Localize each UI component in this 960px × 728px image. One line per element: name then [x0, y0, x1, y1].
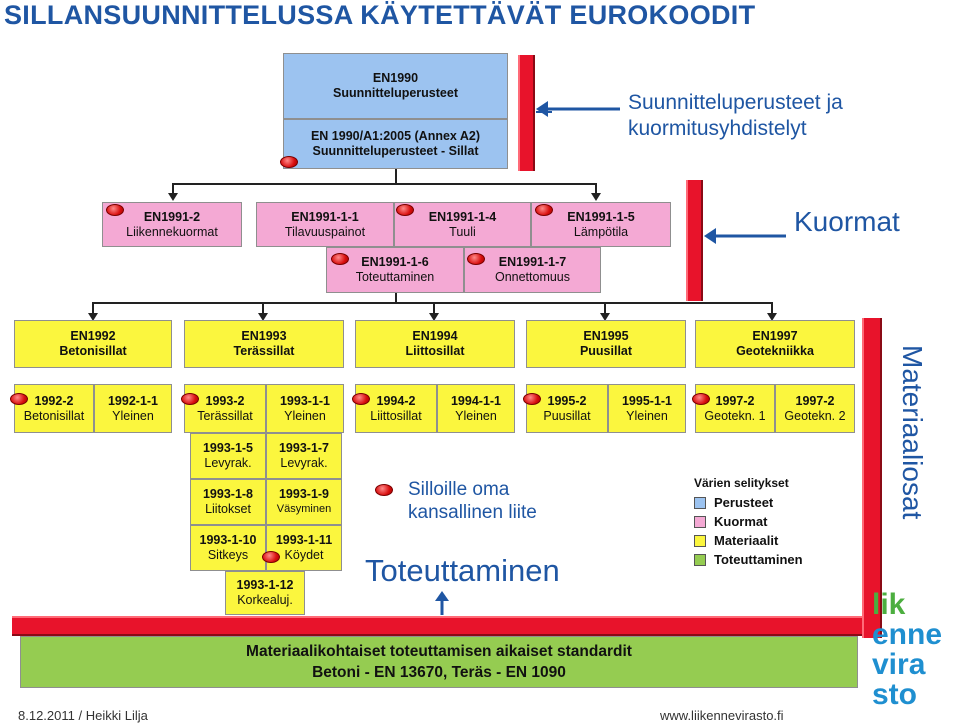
- basis-label-line1: Suunnitteluperusteet ja: [628, 91, 843, 114]
- box-name: Betonisillat: [59, 344, 127, 358]
- box-name: Levyrak.: [280, 456, 328, 470]
- arrow-down-icon: [591, 193, 601, 201]
- box-en1993: [184, 320, 344, 368]
- box-name: Suunnitteluperusteet: [332, 86, 458, 100]
- box-name: Yleinen: [455, 408, 497, 423]
- box-name: Liikennekuormat: [126, 224, 218, 239]
- box-code: 1993-1-5: [202, 441, 254, 455]
- box-1993-1-12: [225, 571, 305, 615]
- box-name: Yleinen: [284, 408, 326, 423]
- box-code: EN1991-1-5: [567, 209, 635, 224]
- national-annex-dot: [331, 253, 349, 265]
- box-name: Geotekniikka: [736, 344, 814, 358]
- national-annex-dot: [523, 393, 541, 405]
- box-1994-1-1: [437, 384, 515, 433]
- box-1993-1-11: [266, 525, 342, 571]
- box-name: Yleinen: [626, 408, 668, 423]
- box-code: 1997-2: [715, 393, 755, 408]
- connector: [604, 302, 606, 313]
- box-name: Puusillat: [579, 344, 633, 358]
- execution-label: Toteuttaminen: [365, 553, 560, 588]
- materials-label: Materiaaliosat: [897, 345, 928, 520]
- legend-swatch: [694, 497, 706, 509]
- national-annex-dot: [692, 393, 710, 405]
- national-annex-line2: kansallinen liite: [408, 502, 537, 523]
- legend-label: Kuormat: [714, 514, 768, 529]
- legend: [694, 476, 803, 569]
- liikennevirasto-logo: [872, 590, 942, 710]
- box-en1991-1-7: [464, 247, 601, 293]
- box-name: Korkealuj.: [237, 593, 293, 607]
- box-1993-1-7: [266, 433, 342, 479]
- legend-label: Perusteet: [714, 495, 774, 510]
- loads-label: Kuormat: [794, 206, 900, 237]
- box-execution-standards: [20, 636, 858, 688]
- national-annex-dot: [262, 551, 280, 563]
- box-code: EN1993: [241, 329, 287, 343]
- box-en1997: [695, 320, 855, 368]
- execution-bracket-bar: [12, 616, 862, 636]
- box-en1991-1-1: [256, 202, 394, 247]
- legend-label: Materiaalit: [714, 533, 779, 548]
- connector: [433, 302, 435, 313]
- box-name: Yleinen: [112, 408, 154, 423]
- connector: [395, 169, 397, 183]
- box-code: EN1991-1-1: [291, 209, 359, 224]
- box-code: EN1992: [70, 329, 116, 343]
- box-line2: Betoni - EN 13670, Teräs - EN 1090: [312, 664, 566, 681]
- legend-title: Värien selitykset: [694, 476, 789, 490]
- box-code: 1993-1-1: [279, 393, 331, 408]
- box-en1995: [526, 320, 686, 368]
- national-annex-dot: [352, 393, 370, 405]
- box-code: 1992-1-1: [107, 393, 159, 408]
- box-code: 1994-1-1: [450, 393, 502, 408]
- arrow-down-icon: [168, 193, 178, 201]
- arrow-up-icon: [432, 589, 452, 615]
- legend-swatch: [694, 554, 706, 566]
- box-1993-1-9: [266, 479, 342, 525]
- connector: [395, 293, 397, 302]
- national-annex-note: [408, 478, 537, 524]
- connector: [172, 183, 174, 193]
- logo-line2: enne: [872, 618, 943, 651]
- connector: [595, 183, 597, 193]
- box-code: 1995-1-1: [621, 393, 673, 408]
- box-code: 1993-1-9: [278, 487, 330, 501]
- box-code: EN 1990/A1:2005 (Annex A2): [310, 129, 481, 143]
- footer-website: www.liikennevirasto.fi: [660, 708, 784, 723]
- box-name: Terässillat: [197, 408, 253, 423]
- box-code: EN1997: [752, 329, 798, 343]
- box-name: Köydet: [284, 548, 324, 562]
- box-1993-1-1: [266, 384, 344, 433]
- box-1993-1-8: [190, 479, 266, 525]
- legend-swatch: [694, 535, 706, 547]
- box-en1990: [283, 53, 508, 119]
- box-name: Levyrak.: [204, 456, 252, 470]
- arrow-left-icon: [700, 223, 788, 249]
- box-code: EN1991-1-6: [361, 255, 429, 269]
- box-code: 1993-1-7: [278, 441, 330, 455]
- box-name: Tuuli: [449, 224, 476, 239]
- box-en1990-a1: [283, 119, 508, 169]
- connector: [92, 302, 94, 313]
- box-name: Terässillat: [233, 344, 295, 358]
- box-code: 1993-1-12: [236, 578, 294, 592]
- box-name: Onnettomuus: [494, 270, 571, 284]
- national-annex-line1: Silloille oma: [408, 479, 510, 500]
- connector: [262, 302, 264, 313]
- national-annex-dot: [181, 393, 199, 405]
- legend-item-toteuttaminen: [694, 550, 803, 569]
- box-name: Lämpötila: [573, 224, 629, 239]
- box-code: EN1990: [372, 71, 419, 85]
- logo-line1: lik: [872, 588, 906, 621]
- page-title: SILLANSUUNNITTELUSSA KÄYTETTÄVÄT EUROKOODIT: [4, 0, 756, 30]
- box-1997-2-b: [775, 384, 855, 433]
- box-code: 1995-2: [547, 393, 587, 408]
- legend-item-materiaalit: [694, 531, 803, 550]
- national-annex-dot: [535, 204, 553, 216]
- basis-label-line2: kuormitusyhdistelyt: [628, 117, 807, 140]
- box-name: Geotekn. 1: [704, 408, 766, 423]
- national-annex-dot: [10, 393, 28, 405]
- box-code: 1994-2: [376, 393, 416, 408]
- connector: [92, 302, 772, 304]
- box-name: Toteuttaminen: [355, 270, 435, 284]
- box-code: EN1991-2: [143, 209, 201, 224]
- box-code: 1993-1-10: [199, 533, 257, 547]
- connector: [172, 183, 597, 185]
- box-en1991-1-6: [326, 247, 464, 293]
- box-1993-2: [184, 384, 266, 433]
- materials-label-wrap: [880, 345, 930, 585]
- legend-item-kuormat: [694, 512, 803, 531]
- box-name: Tilavuuspainot: [284, 224, 366, 239]
- box-code: EN1994: [412, 329, 458, 343]
- national-annex-dot: [375, 484, 393, 496]
- box-1995-1-1: [608, 384, 686, 433]
- basis-label: [628, 90, 843, 142]
- box-code: EN1995: [583, 329, 629, 343]
- box-1992-2: [14, 384, 94, 433]
- box-name: Geotekn. 2: [784, 408, 846, 423]
- box-name: Puusillat: [543, 408, 591, 423]
- box-line1: Materiaalikohtaiset toteuttamisen aikaiset standardit: [246, 643, 632, 660]
- box-name: Suunnitteluperusteet - Sillat: [312, 144, 479, 158]
- connector: [771, 302, 773, 313]
- national-annex-dot: [467, 253, 485, 265]
- box-en1994: [355, 320, 515, 368]
- box-1995-2: [526, 384, 608, 433]
- box-1992-1-1: [94, 384, 172, 433]
- box-name: Väsyminen: [276, 503, 332, 515]
- national-annex-dot: [106, 204, 124, 216]
- logo-line4: sto: [872, 678, 917, 711]
- box-name: Betonisillat: [23, 408, 85, 423]
- national-annex-dot: [396, 204, 414, 216]
- footer-author: 8.12.2011 / Heikki Lilja: [18, 708, 148, 723]
- box-name: Liittosillat: [405, 344, 465, 358]
- box-en1991-1-4: [394, 202, 531, 247]
- box-code: 1997-2: [795, 393, 835, 408]
- box-1993-1-10: [190, 525, 266, 571]
- box-code: 1992-2: [34, 393, 74, 408]
- arrow-left-icon: [532, 95, 622, 125]
- box-1993-1-5: [190, 433, 266, 479]
- legend-item-perusteet: [694, 493, 803, 512]
- box-code: 1993-1-8: [202, 487, 254, 501]
- box-name: Sitkeys: [207, 548, 249, 562]
- legend-swatch: [694, 516, 706, 528]
- box-code: 1993-1-11: [275, 533, 333, 547]
- box-en1992: [14, 320, 172, 368]
- box-name: Liitokset: [205, 502, 251, 516]
- box-1994-2: [355, 384, 437, 433]
- box-name: Liittosillat: [370, 408, 422, 423]
- logo-line3: vira: [872, 648, 926, 681]
- box-code: 1993-2: [205, 393, 245, 408]
- box-code: EN1991-1-7: [498, 255, 567, 269]
- box-code: EN1991-1-4: [428, 209, 497, 224]
- box-1997-2-a: [695, 384, 775, 433]
- national-annex-dot: [280, 156, 298, 168]
- legend-label: Toteuttaminen: [714, 552, 803, 567]
